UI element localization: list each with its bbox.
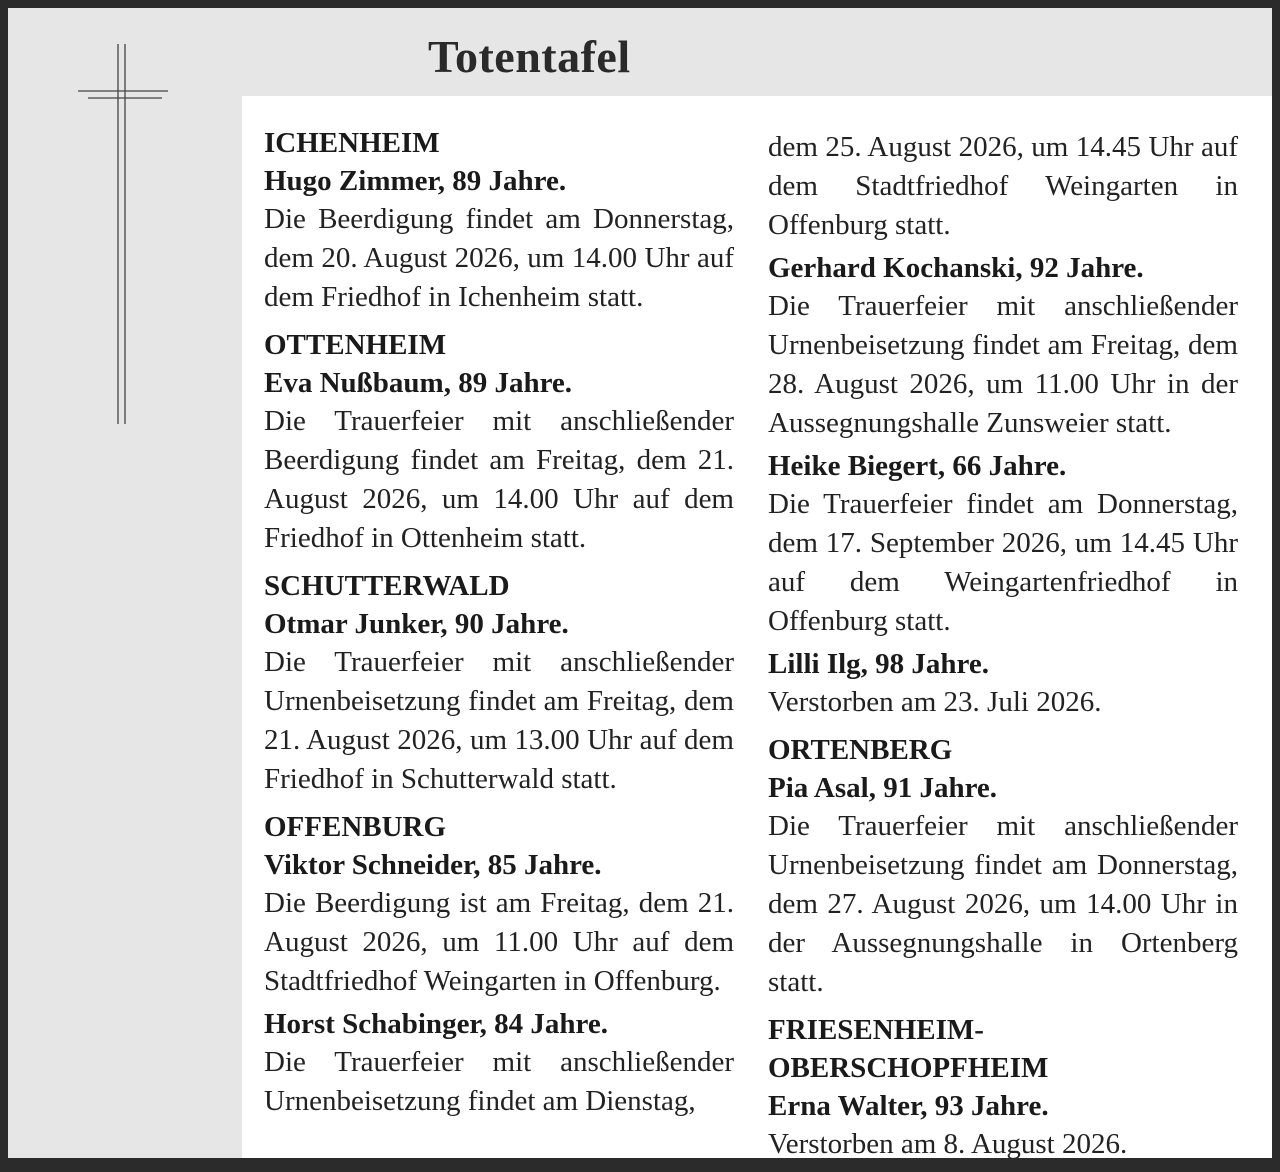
funeral-details: Verstorben am 8. August 2026. <box>768 1128 1128 1160</box>
obituary-panel <box>8 8 1272 1158</box>
deceased-name: Hugo Zimmer, 89 Jahre. <box>264 165 567 197</box>
funeral-details: Die Trauerfeier mit anschließender Urnenbeisetzung findet am Donnerstag, dem 27. August 2026, um 14.00 Uhr in der Aussegnungshalle in Ortenberg statt. <box>768 810 1238 998</box>
funeral-details: Die Beerdigung ist am Freitag, dem 21. August 2026, um 11.00 Uhr auf dem Stadtfriedhof Weingarten in Offenburg. <box>264 887 734 997</box>
town-heading: SCHUTTERWALD <box>264 570 510 602</box>
town-heading: FRIESENHEIM-OBERSCHOPFHEIM <box>768 1014 1049 1084</box>
deceased-name: Gerhard Kochanski, 92 Jahre. <box>768 252 1144 284</box>
town-heading: ORTENBERG <box>768 734 953 766</box>
town-heading: ICHENHEIM <box>264 127 440 159</box>
obituary-content <box>242 96 1272 1158</box>
funeral-details: Die Trauerfeier mit anschließender Urnenbeisetzung findet am Dienstag, <box>264 1046 734 1117</box>
funeral-details: Die Trauerfeier mit anschließender Beerdigung findet am Freitag, dem 21. August 2026, um 14.00 Uhr auf dem Friedhof in Ottenheim statt. <box>264 405 734 554</box>
deceased-name: Pia Asal, 91 Jahre. <box>768 772 998 804</box>
funeral-details: Verstorben am 23. Juli 2026. <box>768 686 1102 718</box>
deceased-name: Eva Nußbaum, 89 Jahre. <box>264 367 573 399</box>
town-heading: OFFENBURG <box>264 811 447 843</box>
right-column <box>768 128 1238 1164</box>
deceased-name: Erna Walter, 93 Jahre. <box>768 1090 1049 1122</box>
funeral-details: Die Trauerfeier mit anschließender Urnenbeisetzung findet am Freitag, dem 28. August 2026, um 11.00 Uhr in der Aussegnungshalle Zunsweier statt. <box>768 290 1238 439</box>
page-title: Totentafel <box>428 31 631 82</box>
town-heading: OTTENHEIM <box>264 329 447 361</box>
deceased-name: Heike Biegert, 66 Jahre. <box>768 450 1067 482</box>
funeral-details: Die Trauerfeier findet am Donnerstag, dem 17. September 2026, um 14.45 Uhr auf dem Weingartenfriedhof in Offenburg statt. <box>768 488 1238 637</box>
deceased-name: Otmar Junker, 90 Jahre. <box>264 608 569 640</box>
funeral-details: dem 25. August 2026, um 14.45 Uhr auf dem Stadtfriedhof Weingarten in Offenburg statt. <box>768 131 1238 241</box>
cross-icon <box>78 44 168 424</box>
left-column <box>264 124 734 1121</box>
deceased-name: Lilli Ilg, 98 Jahre. <box>768 648 990 680</box>
funeral-details: Die Trauerfeier mit anschließender Urnenbeisetzung findet am Freitag, dem 21. August 2026, um 13.00 Uhr auf dem Friedhof in Schutterwald statt. <box>264 646 734 795</box>
deceased-name: Viktor Schneider, 85 Jahre. <box>264 849 602 881</box>
deceased-name: Horst Schabinger, 84 Jahre. <box>264 1008 608 1040</box>
funeral-details: Die Beerdigung findet am Donnerstag, dem 20. August 2026, um 14.00 Uhr auf dem Friedhof in Ichenheim statt. <box>264 203 734 313</box>
